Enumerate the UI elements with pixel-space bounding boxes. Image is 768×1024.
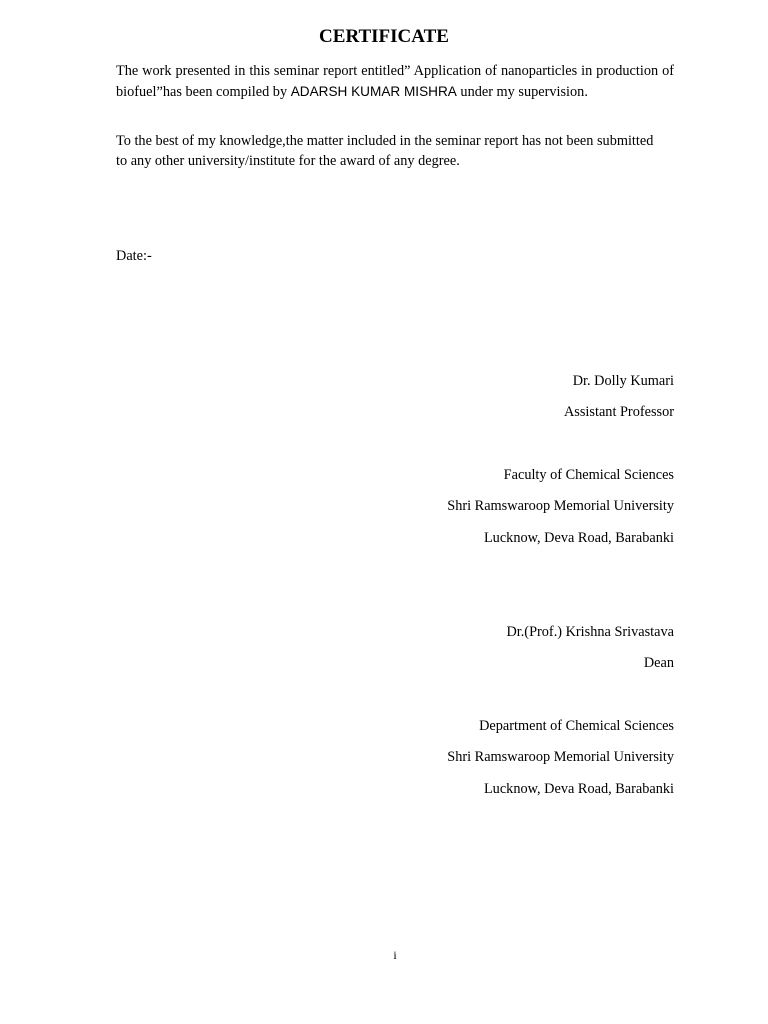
certificate-paragraph-2: To the best of my knowledge,the matter included in the seminar report has not been submitted to any other university/institute for the award of any degree. xyxy=(116,133,654,169)
supervisor-name: Dr. Dolly Kumari xyxy=(572,373,674,389)
supervisor-address: Lucknow, Deva Road, Barabanki xyxy=(483,530,674,546)
dean-address: Lucknow, Deva Road, Barabanki xyxy=(483,781,674,797)
date-label: Date:- xyxy=(116,248,152,264)
dean-designation: Dean xyxy=(643,655,674,671)
supervisor-designation: Assistant Professor xyxy=(563,404,674,420)
certificate-paragraph-1 xyxy=(116,62,674,102)
dean-name: Dr.(Prof.) Krishna Srivastava xyxy=(506,624,674,640)
supervisor-university: Shri Ramswaroop Memorial University xyxy=(447,498,674,514)
supervisor-faculty: Faculty of Chemical Sciences xyxy=(503,467,674,483)
certificate-title: CERTIFICATE xyxy=(319,26,449,47)
page-number: i xyxy=(393,948,397,962)
paragraph-1-text-end: under my supervision. xyxy=(456,83,588,100)
dean-university: Shri Ramswaroop Memorial University xyxy=(447,749,674,765)
paragraph-1-text-start: The work presented in this seminar report entitled” Application of nanoparticles in production of biofuel”has been compiled by xyxy=(116,63,674,100)
dean-department: Department of Chemical Sciences xyxy=(479,718,674,734)
student-name: ADARSH KUMAR MISHRA xyxy=(290,83,457,99)
